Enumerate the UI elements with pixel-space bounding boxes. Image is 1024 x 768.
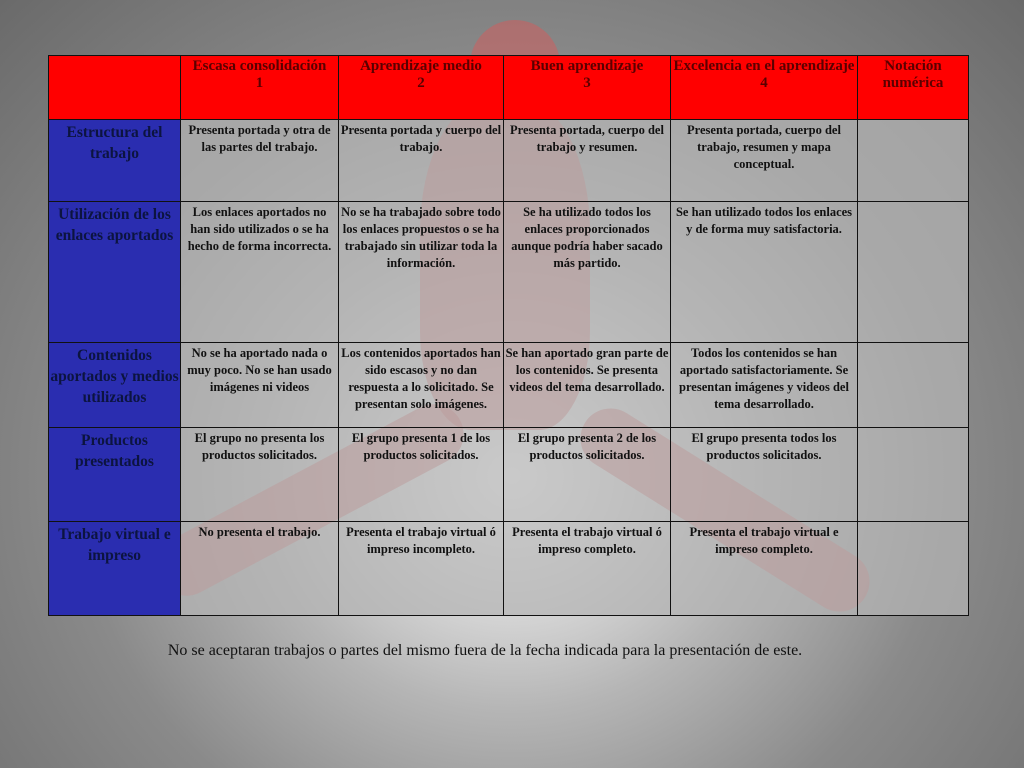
criterion-label: Utilización de los enlaces aportados: [49, 202, 181, 343]
score-cell[interactable]: [858, 428, 969, 522]
descriptor-cell: El grupo presenta 1 de los productos solicitados.: [339, 428, 504, 522]
score-cell[interactable]: [858, 343, 969, 428]
criterion-label: Trabajo virtual e impreso: [49, 522, 181, 616]
score-cell[interactable]: [858, 202, 969, 343]
descriptor-cell: Presenta portada y otra de las partes del trabajo.: [181, 120, 339, 202]
descriptor-cell: Presenta el trabajo virtual ó impreso incompleto.: [339, 522, 504, 616]
descriptor-cell: Presenta el trabajo virtual ó impreso completo.: [504, 522, 671, 616]
descriptor-cell: Se ha utilizado todos los enlaces proporcionados aunque podría haber sacado más partido.: [504, 202, 671, 343]
descriptor-cell: No presenta el trabajo.: [181, 522, 339, 616]
header-row: [49, 56, 969, 120]
descriptor-cell: Se han utilizado todos los enlaces y de forma muy satisfactoria.: [671, 202, 858, 343]
descriptor-cell: No se ha aportado nada o muy poco. No se han usado imágenes ni videos: [181, 343, 339, 428]
descriptor-cell: No se ha trabajado sobre todo los enlaces propuestos o se ha trabajado sin utilizar toda la información.: [339, 202, 504, 343]
table-row: [49, 343, 969, 428]
descriptor-cell: Presenta el trabajo virtual e impreso completo.: [671, 522, 858, 616]
criterion-label: Estructura del trabajo: [49, 120, 181, 202]
score-cell[interactable]: [858, 522, 969, 616]
table-row: [49, 428, 969, 522]
descriptor-cell: Presenta portada, cuerpo del trabajo, resumen y mapa conceptual.: [671, 120, 858, 202]
descriptor-cell: Presenta portada y cuerpo del trabajo.: [339, 120, 504, 202]
header-cell: Escasa consolidación 1: [181, 56, 339, 120]
score-cell[interactable]: [858, 120, 969, 202]
header-cell: Aprendizaje medio 2: [339, 56, 504, 120]
descriptor-cell: Se han aportado gran parte de los contenidos. Se presenta videos del tema desarrollado.: [504, 343, 671, 428]
descriptor-cell: Todos los contenidos se han aportado satisfactoriamente. Se presentan imágenes y videos del tema desarrollado.: [671, 343, 858, 428]
header-corner: [49, 56, 181, 120]
rubric-table: [48, 55, 969, 616]
table-row: [49, 522, 969, 616]
descriptor-cell: Presenta portada, cuerpo del trabajo y resumen.: [504, 120, 671, 202]
header-cell: Notación numérica: [858, 56, 969, 120]
descriptor-cell: El grupo no presenta los productos solicitados.: [181, 428, 339, 522]
header-cell: Buen aprendizaje 3: [504, 56, 671, 120]
criterion-label: Productos presentados: [49, 428, 181, 522]
descriptor-cell: El grupo presenta 2 de los productos solicitados.: [504, 428, 671, 522]
descriptor-cell: Los enlaces aportados no han sido utilizados o se ha hecho de forma incorrecta.: [181, 202, 339, 343]
descriptor-cell: Los contenidos aportados han sido escasos y no dan respuesta a lo solicitado. Se presentan solo imágenes.: [339, 343, 504, 428]
descriptor-cell: El grupo presenta todos los productos solicitados.: [671, 428, 858, 522]
header-cell: Excelencia en el aprendizaje 4: [671, 56, 858, 120]
criterion-label: Contenidos aportados y medios utilizados: [49, 343, 181, 428]
table-row: [49, 202, 969, 343]
footnote: No se aceptaran trabajos o partes del mismo fuera de la fecha indicada para la presentación de este.: [167, 642, 803, 659]
table-row: [49, 120, 969, 202]
